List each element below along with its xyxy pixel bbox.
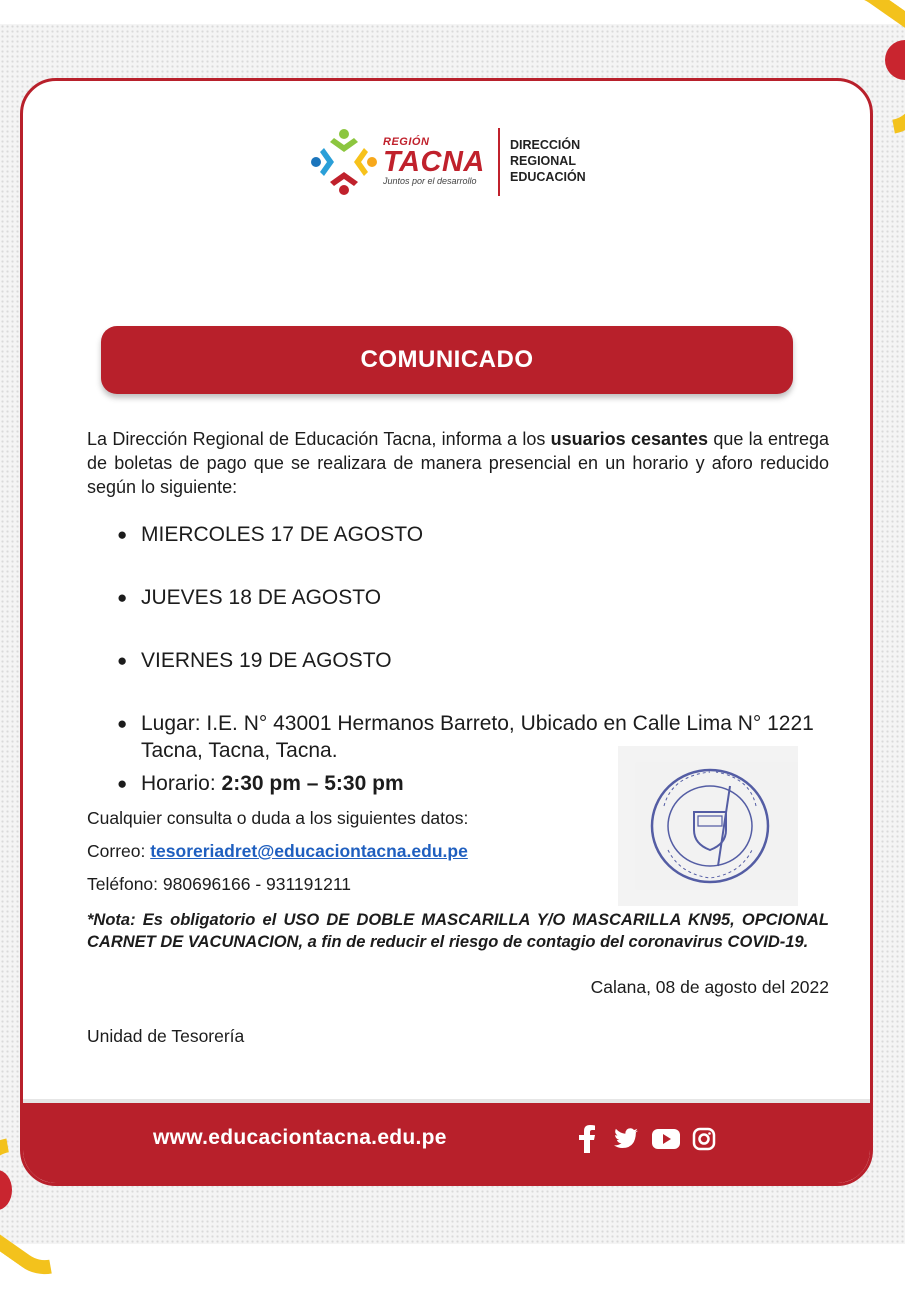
dre-line-1: DIRECCIÓN: [510, 138, 581, 152]
list-item-date-1: ● MIERCOLES 17 DE AGOSTO: [117, 523, 424, 546]
header-divider: [498, 128, 500, 196]
footer-bar: [23, 1099, 870, 1183]
title-banner: [101, 326, 793, 394]
region-name: TACNA: [383, 146, 485, 178]
youtube-icon[interactable]: [649, 1122, 683, 1156]
telefono-line: Teléfono: 980696166 - 931191211: [87, 874, 352, 894]
date-1: MIERCOLES 17 DE AGOSTO: [141, 523, 424, 546]
communique-card: [20, 78, 873, 1186]
email-link[interactable]: tesoreriadret@educaciontacna.edu.pe: [150, 841, 468, 861]
place-date: Calana, 08 de agosto del 2022: [590, 977, 829, 997]
date-3: VIERNES 19 DE AGOSTO: [141, 649, 392, 672]
intro-highlight: usuarios cesantes: [550, 429, 709, 449]
intro-paragraph: [87, 427, 829, 499]
schedule-list: [87, 521, 829, 797]
instagram-icon[interactable]: [687, 1122, 721, 1156]
horario-label: Horario:: [141, 772, 222, 795]
region-tacna-logo-icon: [308, 126, 380, 198]
intro-text-start: La Dirección Regional de Educación Tacna, informa a los: [87, 429, 551, 449]
region-small-label: REGIÓN: [383, 136, 430, 148]
dre-line-3: EDUCACIÓN: [510, 170, 586, 184]
page-title: COMUNICADO: [360, 346, 534, 373]
correo-label: Correo:: [87, 841, 151, 861]
region-tagline: Juntos por el desarrollo: [383, 176, 477, 186]
dre-label: [510, 137, 586, 185]
horario-value: 2:30 pm – 5:30 pm: [221, 772, 404, 795]
list-item-lugar: ● Lugar: I.E. N° 43001 Hermanos Barreto, Ubicado en Calle Lima N° 1221 Tacna, Tacna, Tacna.: [117, 712, 814, 762]
list-item-date-2: ● JUEVES 18 DE AGOSTO: [117, 586, 382, 609]
consulta-text: Cualquier consulta o duda a los siguientes datos:: [87, 808, 469, 828]
lugar-text: Lugar: I.E. N° 43001 Hermanos Barreto, Ubicado en Calle Lima N° 1221 Tacna, Tacna, Tacna.: [141, 712, 814, 762]
dre-line-2: REGIONAL: [510, 154, 576, 168]
twitter-icon[interactable]: [609, 1122, 643, 1156]
list-item-horario: ● Horario: 2:30 pm – 5:30 pm: [117, 772, 404, 795]
signature-unit: Unidad de Tesorería: [87, 1026, 245, 1046]
communique-body: [87, 427, 829, 1047]
header-logo: [308, 126, 608, 201]
note-paragraph: *Nota: Es obligatorio el USO DE DOBLE MASCARILLA Y/O MASCARILLA KN95, OPCIONAL CARNET DE VACUNACION, a fin de reducir el riesgo de contagio del coronavirus COVID-19.: [87, 911, 829, 951]
correo-line: [87, 840, 829, 862]
date-2: JUEVES 18 DE AGOSTO: [141, 586, 382, 609]
footer-website-link[interactable]: www.educaciontacna.edu.pe: [153, 1126, 447, 1149]
list-item-date-3: ● VIERNES 19 DE AGOSTO: [117, 649, 392, 672]
facebook-icon[interactable]: [570, 1122, 604, 1156]
intro-text-end: que la entrega de boletas de pago que se realizara de manera presencial en un horario y aforo reducido según lo siguiente:: [87, 429, 830, 497]
